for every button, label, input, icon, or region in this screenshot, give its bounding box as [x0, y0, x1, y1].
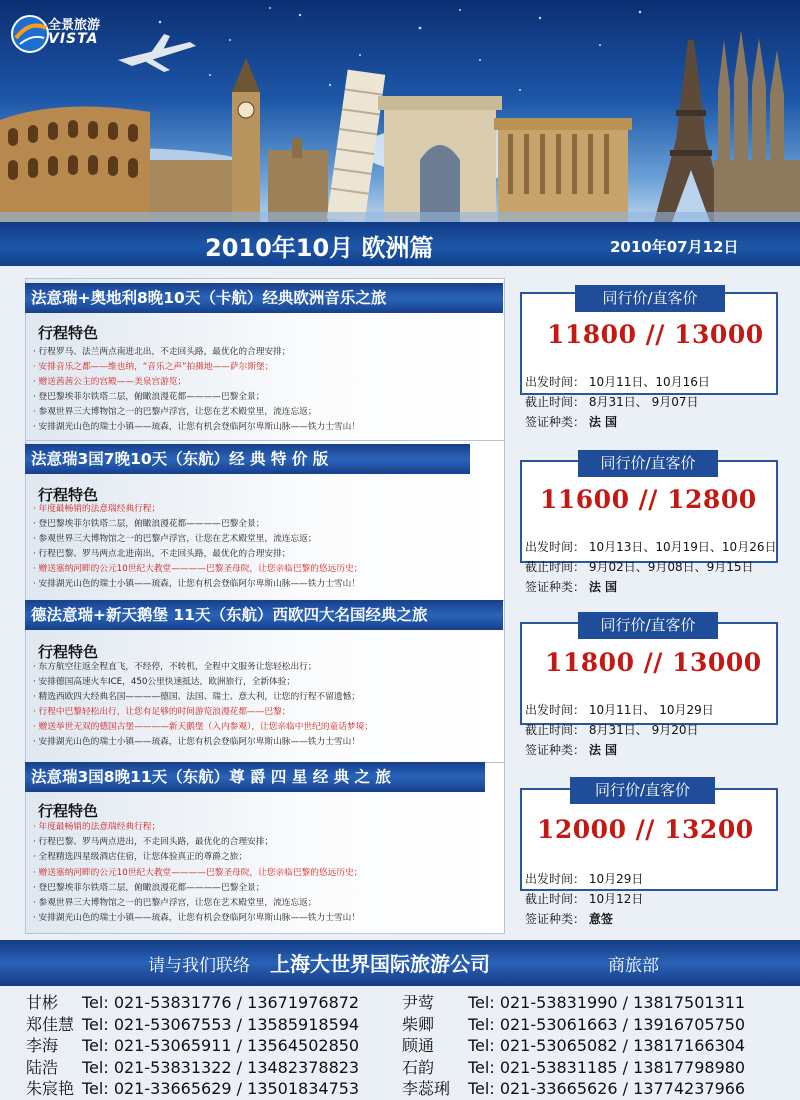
contact-row: [26, 992, 786, 1014]
visa-type: 意签: [588, 912, 613, 926]
price-value: 11800 // 13000: [547, 320, 764, 349]
feature-item: · 安排湖光山色的瑞士小镇——琉森，让您有机会登临阿尔卑斯山脉——铁力士雪山！: [33, 735, 503, 750]
feature-item: · 行程中巴黎轻松出行，让您有足够的时间游览浪漫花都——巴黎；: [33, 705, 503, 720]
price-label: 同行价/直客价: [570, 777, 715, 804]
contact-phone: Tel: 021-53831185 / 13817798980: [468, 1057, 746, 1077]
feature-item: · 参观世界三大博物馆之一的巴黎卢浮宫，让您在艺术殿堂里，流连忘返；: [33, 896, 503, 911]
contact-name: 李海: [26, 1036, 59, 1055]
contact-name: 顾通: [402, 1036, 435, 1055]
contact-name: 尹莺: [402, 993, 435, 1012]
contact-row: [26, 1057, 786, 1079]
visa-type: 法 国: [588, 580, 618, 594]
contact-name: 李蕊琍: [402, 1079, 451, 1098]
parthenon: [494, 118, 632, 222]
contact-list: [26, 992, 786, 1100]
contact-row: [26, 1014, 786, 1036]
tour-route-title: 法意瑞+奥地利8晚10天（卡航）经典欧洲音乐之旅: [25, 283, 503, 313]
airplane-icon: [118, 34, 196, 72]
header-banner: [0, 0, 800, 222]
feature-item: · 安排湖光山色的瑞士小镇——琉森，让您有机会登临阿尔卑斯山脉——铁力士雪山！: [33, 420, 503, 435]
contact-phone: Tel: 021-53065911 / 13564502850: [82, 1036, 360, 1055]
feature-list: [33, 660, 503, 750]
tour-info: [525, 537, 776, 597]
depart-dates: 10月13日、10月19日、10月26日: [588, 540, 777, 554]
tour-info: [525, 700, 714, 760]
deadline-label: 截止时间：: [525, 892, 586, 906]
company-name: 上海大世界国际旅游公司: [270, 952, 490, 976]
visa-type: 法 国: [588, 415, 618, 429]
brand-name-en: VISTA: [48, 31, 99, 47]
feature-item: · 行程巴黎、罗马两点进出，不走回头路，最优化的合理安排；: [33, 835, 503, 850]
contact-phone: Tel: 021-33665629 / 13501834753: [82, 1079, 360, 1098]
visa-label: 签证种类：: [525, 912, 586, 926]
features-heading: 行程特色: [38, 643, 99, 661]
colosseum: [0, 107, 150, 222]
contact-phone: Tel: 021-53831322 / 13482378823: [82, 1057, 360, 1077]
deadline-label: 截止时间：: [525, 560, 586, 574]
department-name: 商旅部: [608, 956, 659, 976]
feature-item: · 全程精选四星级酒店住宿，让您体验真正的尊爵之旅；: [33, 850, 503, 865]
feature-item: · 行程罗马、法兰两点南进北出，不走回头路，最优化的合理安排；: [33, 345, 503, 360]
price-label: 同行价/直客价: [578, 612, 718, 639]
feature-item: · 登巴黎埃菲尔铁塔二层，俯瞰浪漫花都————巴黎全景；: [33, 390, 503, 405]
feature-list: [33, 820, 503, 926]
deadline-label: 截止时间：: [525, 395, 586, 409]
feature-item: · 行程巴黎、罗马两点北进南出，不走回头路，最优化的合理安排；: [33, 547, 503, 562]
page-title: 2010年10月 欧洲篇: [205, 234, 434, 262]
feature-item: · 登巴黎埃菲尔铁塔二层，俯瞰浪漫花都————巴黎全景；: [33, 881, 503, 896]
sagrada-familia: [714, 30, 800, 222]
feature-item: · 赠送茜茜公主的宫殿——美泉宫游览；: [33, 375, 503, 390]
feature-item: · 安排德国高速火车ICE，450公里快速抵达，欧洲旅行，全新体验；: [33, 675, 503, 690]
feature-item: · 年度最畅销的法意瑞经典行程；: [33, 820, 503, 835]
depart-label: 出发时间：: [525, 375, 586, 389]
tour-route-title: 法意瑞3国8晚11天（东航）尊 爵 四 星 经 典 之 旅: [25, 762, 485, 792]
feature-item: · 年度最畅销的法意瑞经典行程；: [33, 502, 503, 517]
visa-label: 签证种类：: [525, 580, 586, 594]
brand-name-cn: 全景旅游: [48, 18, 101, 33]
tour-route-title: 德法意瑞+新天鹅堡 11天（东航）西欧四大名国经典之旅: [25, 600, 503, 630]
depart-dates: 10月11日、 10月29日: [588, 703, 714, 717]
feature-item: · 参观世界三大博物馆之一的巴黎卢浮宫，让您在艺术殿堂里，流连忘返；: [33, 532, 503, 547]
feature-item: · 精选西欧四大经典名国————德国、法国、瑞士、意大利，让您的行程不留遗憾；: [33, 690, 503, 705]
depart-dates: 10月29日: [588, 872, 644, 886]
deadline-label: 截止时间：: [525, 723, 586, 737]
feature-item: · 参观世界三大博物馆之一的巴黎卢浮宫，让您在艺术殿堂里，流连忘返；: [33, 405, 503, 420]
feature-item: · 安排湖光山色的瑞士小镇——琉森，让您有机会登临阿尔卑斯山脉——铁力士雪山！: [33, 577, 503, 592]
price-value: 11600 // 12800: [540, 485, 757, 514]
visa-type: 法 国: [588, 743, 618, 757]
contact-phone: Tel: 021-33665626 / 13774237966: [468, 1079, 746, 1098]
feature-list: [33, 345, 503, 435]
contact-row: [26, 1078, 786, 1100]
price-label: 同行价/直客价: [578, 450, 718, 477]
contact-name: 朱宸艳: [26, 1079, 75, 1098]
big-ben: [150, 58, 328, 222]
contact-phone: Tel: 021-53831776 / 13671976872: [82, 993, 360, 1012]
depart-label: 出发时间：: [525, 703, 586, 717]
tour-info: [525, 869, 643, 929]
feature-item: · 安排湖光山色的瑞士小镇——琉森，让您有机会登临阿尔卑斯山脉——铁力士雪山！: [33, 911, 503, 926]
contact-phone: Tel: 021-53061663 / 13916705750: [468, 1014, 746, 1034]
contact-name: 石韵: [402, 1057, 435, 1077]
feature-item: · 赠送塞纳河畔的公元10世纪大教堂————巴黎圣母院，让您亲临巴黎的悠远历史；: [33, 866, 503, 881]
deadline-dates: 9月02日、9月08日、9月15日: [588, 560, 754, 574]
features-heading: 行程特色: [38, 802, 99, 820]
visa-label: 签证种类：: [525, 743, 586, 757]
visa-label: 签证种类：: [525, 415, 586, 429]
contact-phone: Tel: 021-53067553 / 13585918594: [82, 1014, 360, 1034]
price-label: 同行价/直客价: [575, 285, 725, 312]
contact-phone: Tel: 021-53065082 / 13817166304: [468, 1036, 746, 1055]
depart-label: 出发时间：: [525, 872, 586, 886]
feature-item: · 东方航空往返全程直飞，不经停，不转机，全程中文服务让您轻松出行；: [33, 660, 503, 675]
arc-de-triomphe: [378, 96, 502, 222]
price-value: 12000 // 13200: [537, 815, 754, 844]
depart-label: 出发时间：: [525, 540, 586, 554]
contact-row: [26, 1035, 786, 1057]
deadline-dates: 10月12日: [588, 892, 644, 906]
price-value: 11800 // 13000: [545, 648, 762, 677]
issue-date: 2010年07月12日: [610, 238, 739, 256]
features-heading: 行程特色: [38, 486, 99, 504]
feature-item: · 登巴黎埃菲尔铁塔二层，俯瞰浪漫花都————巴黎全景；: [33, 517, 503, 532]
contact-name: 郑佳慧: [26, 1014, 75, 1034]
deadline-dates: 8月31日、 9月20日: [588, 723, 699, 737]
feature-item: · 赠送举世无双的德国古堡————新天鹅堡（入内参观），让您亲临中世纪的童话梦境；: [33, 720, 503, 735]
contact-phone: Tel: 021-53831990 / 13817501311: [468, 993, 746, 1012]
contact-name: 陆浩: [26, 1057, 59, 1077]
features-heading: 行程特色: [38, 324, 99, 342]
tour-route-title: 法意瑞3国7晚10天（东航）经 典 特 价 版: [25, 444, 470, 474]
depart-dates: 10月11日、10月16日: [588, 375, 710, 389]
feature-item: · 赠送塞纳河畔的公元10世纪大教堂————巴黎圣母院，让您亲临巴黎的悠远历史；: [33, 562, 503, 577]
feature-item: · 安排音乐之都——维也纳，“音乐之声”拍摄地——萨尔斯堡；: [33, 360, 503, 375]
deadline-dates: 8月31日、 9月07日: [588, 395, 699, 409]
europe-landmarks-illustration: [0, 0, 800, 222]
contact-name: 甘彬: [26, 993, 59, 1012]
contact-name: 柴卿: [402, 1014, 435, 1034]
contact-prefix: 请与我们联络: [148, 956, 250, 976]
feature-list: [33, 502, 503, 592]
tour-info: [525, 372, 710, 432]
